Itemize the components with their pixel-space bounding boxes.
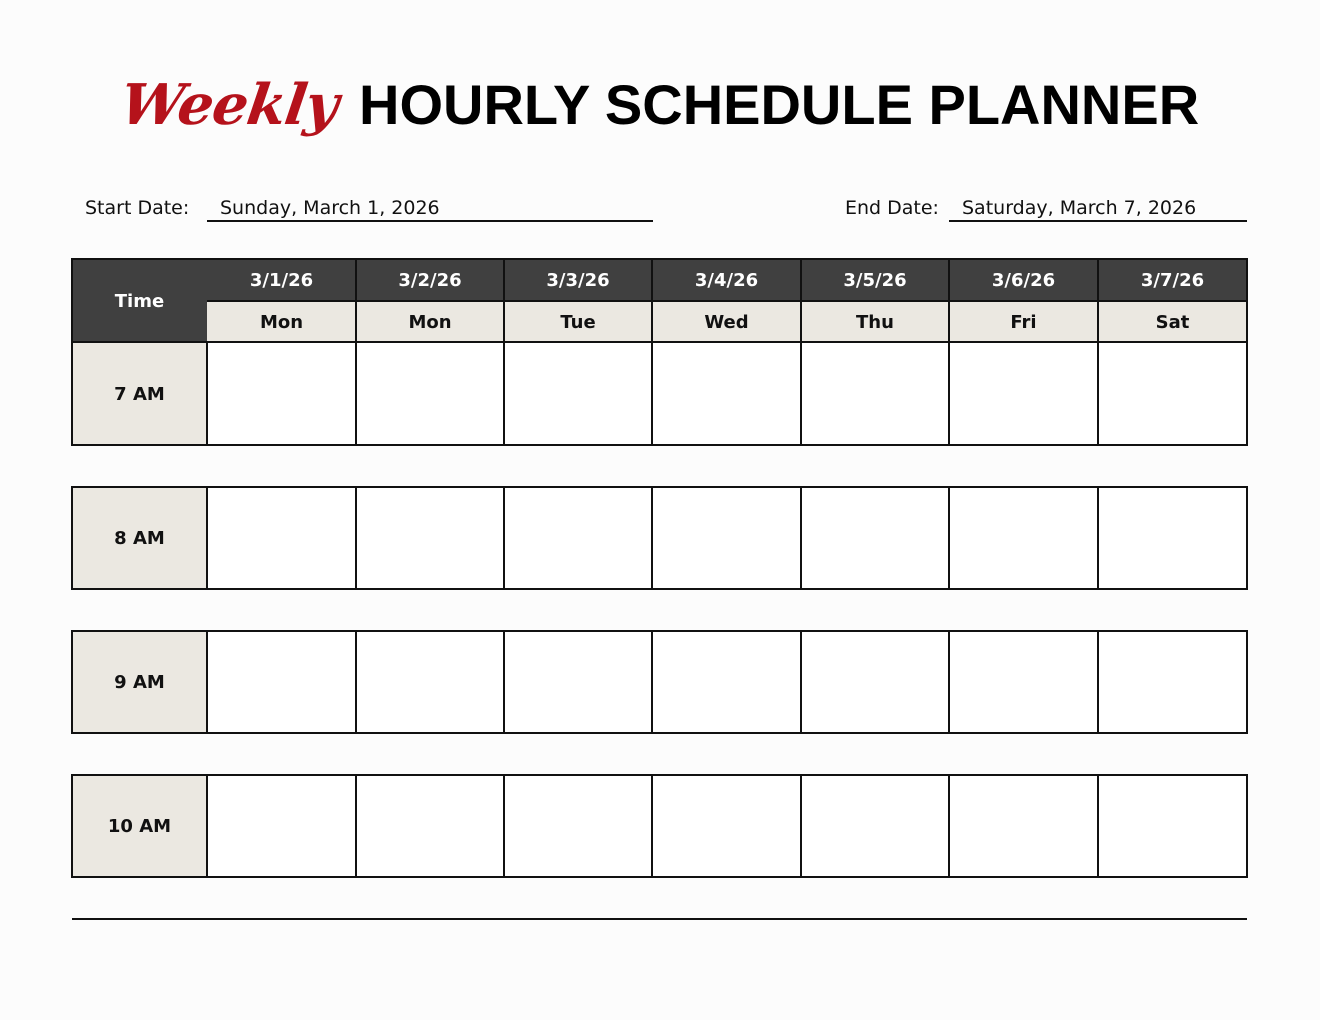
day-header: Mon [207,301,356,343]
schedule-cell[interactable] [504,775,652,877]
schedule-cell[interactable] [801,487,949,589]
header-divider [207,300,1247,302]
header-column-divider [948,259,950,343]
end-date-underline [949,220,1247,222]
column-divider [948,343,950,445]
title-script-word: Weekly [116,72,342,138]
time-slot-label: 9 AM [72,631,207,733]
column-divider [651,343,653,445]
schedule-cell[interactable] [652,343,801,445]
schedule-cell[interactable] [356,487,504,589]
time-slot-label: 8 AM [72,487,207,589]
schedule-cell[interactable] [1098,487,1247,589]
column-divider [503,343,505,445]
schedule-cell[interactable] [949,631,1098,733]
schedule-cell[interactable] [652,631,801,733]
date-header: 3/2/26 [356,259,504,301]
column-divider [1097,775,1099,877]
schedule-cell[interactable] [356,631,504,733]
bottom-divider [72,918,1247,920]
column-divider [800,631,802,733]
date-header: 3/4/26 [652,259,801,301]
schedule-cell[interactable] [949,775,1098,877]
column-divider [355,343,357,445]
header-column-divider [800,259,802,343]
schedule-cell[interactable] [207,343,356,445]
schedule-cell[interactable] [949,343,1098,445]
column-divider [1097,487,1099,589]
day-header: Fri [949,301,1098,343]
header-column-divider [503,259,505,343]
end-date-label: End Date: [845,197,939,219]
column-divider [206,631,208,733]
date-header: 3/3/26 [504,259,652,301]
schedule-cell[interactable] [1098,343,1247,445]
column-divider [503,775,505,877]
schedule-cell[interactable] [504,487,652,589]
day-header: Sat [1098,301,1247,343]
column-divider [355,631,357,733]
column-divider [651,775,653,877]
schedule-cell[interactable] [207,775,356,877]
end-date-field[interactable]: Saturday, March 7, 2026 [962,197,1197,219]
day-header: Wed [652,301,801,343]
column-divider [206,775,208,877]
date-header: 3/1/26 [207,259,356,301]
date-header: 3/6/26 [949,259,1098,301]
schedule-cell[interactable] [207,487,356,589]
schedule-cell[interactable] [356,343,504,445]
column-divider [355,487,357,589]
column-divider [800,775,802,877]
column-divider [948,775,950,877]
day-header: Tue [504,301,652,343]
schedule-cell[interactable] [801,631,949,733]
column-divider [651,487,653,589]
schedule-cell[interactable] [207,631,356,733]
date-header: 3/7/26 [1098,259,1247,301]
start-date-underline [207,220,653,222]
column-divider [800,343,802,445]
schedule-cell[interactable] [1098,631,1247,733]
column-divider [206,487,208,589]
title-main: HOURLY SCHEDULE PLANNER [359,73,1200,136]
time-slot-label: 10 AM [72,775,207,877]
time-header: Time [72,259,207,343]
schedule-cell[interactable] [801,775,949,877]
column-divider [651,631,653,733]
schedule-cell[interactable] [1098,775,1247,877]
column-divider [1097,631,1099,733]
schedule-cell[interactable] [652,487,801,589]
schedule-cell[interactable] [801,343,949,445]
column-divider [948,487,950,589]
header-column-divider [355,259,357,343]
schedule-cell[interactable] [504,631,652,733]
column-divider [355,775,357,877]
column-divider [503,487,505,589]
day-header: Thu [801,301,949,343]
time-slot-label: 7 AM [72,343,207,445]
date-header: 3/5/26 [801,259,949,301]
schedule-cell[interactable] [652,775,801,877]
day-header: Mon [356,301,504,343]
column-divider [503,631,505,733]
column-divider [1097,343,1099,445]
header-column-divider [651,259,653,343]
start-date-field[interactable]: Sunday, March 1, 2026 [220,197,440,219]
start-date-label: Start Date: [85,197,190,219]
schedule-cell[interactable] [504,343,652,445]
header-column-divider [1097,259,1099,343]
schedule-cell[interactable] [949,487,1098,589]
schedule-cell[interactable] [356,775,504,877]
column-divider [800,487,802,589]
column-divider [948,631,950,733]
page-title [0,72,1320,138]
column-divider [206,343,208,445]
